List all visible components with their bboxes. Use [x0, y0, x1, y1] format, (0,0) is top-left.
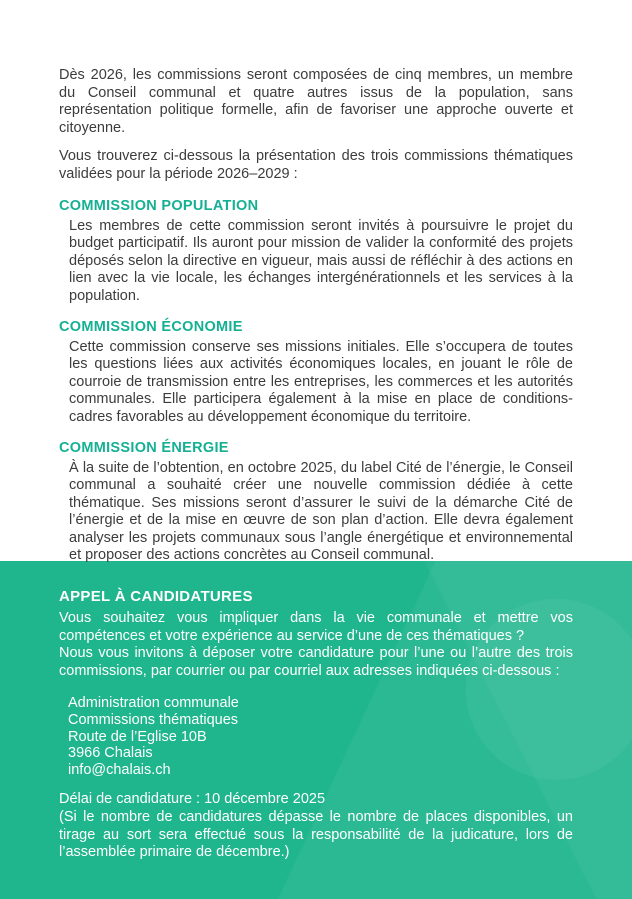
call-for-candidates-heading: APPEL À CANDIDATURES — [59, 588, 253, 605]
commission-section-energie — [59, 440, 573, 565]
address-block — [68, 695, 573, 778]
commission-section-population — [59, 198, 573, 305]
deadline-text: Délai de candidature : 10 décembre 2025 — [59, 791, 326, 808]
call-for-candidates-section — [0, 561, 632, 899]
commission-population-body: Les membres de cette commission seront invités à poursuivre le projet du budget participatif. Ils auront pour mission de valider la conformité des projets déposés selon la directive en vigueur, mais aussi de réfléchir à des actions en lien avec la vie locale, les échanges intergénérationnels et les services à la population. — [69, 217, 573, 304]
intro-paragraph-2: Vous trouverez ci-dessous la présentation des trois commissions thématiques validées pour la période 2026–2029 : — [59, 148, 573, 182]
address-line-street: Route de l’Eglise 10B — [68, 728, 207, 745]
lottery-note-text: (Si le nombre de candidatures dépasse le nombre de places disponibles, un tirage au sort sera effectué sous la responsabilité de la judicature, lors de l’assemblée primaire de décembre.) — [59, 808, 573, 861]
commission-energie-heading: COMMISSION ÉNERGIE — [59, 440, 229, 456]
address-line-department: Commissions thématiques — [68, 711, 239, 728]
intro-paragraph-1: Dès 2026, les commissions seront composées de cinq membres, un membre du Conseil communal et quatre autres issus de la population, sans représentation politique formelle, afin de favoriser une approche ouverte et citoyenne. — [59, 67, 573, 136]
commission-population-heading: COMMISSION POPULATION — [59, 198, 259, 214]
cta-paragraph-1: Vous souhaitez vous impliquer dans la vie communale et mettre vos compétences et votre expérience au service d’une de ces thématiques ? — [59, 610, 573, 644]
email-address: info@chalais.ch — [68, 761, 171, 778]
address-line-organization: Administration communale — [68, 695, 239, 712]
commission-energie-body: À la suite de l’obtention, en octobre 2025, du label Cité de l’énergie, le Conseil communal a souhaité créer une nouvelle commission dédiée à cette thématique. Ses missions seront d’assurer le suivi de la démarche Cité de l’énergie et de la mise en œuvre de son plan d’action. Elle devra également analyser les projets communaux sous l’angle énergétique et environnemental et proposer des actions concrètes au Conseil communal. — [69, 459, 573, 563]
commission-economie-heading: COMMISSION ÉCONOMIE — [59, 319, 243, 335]
cta-paragraph-2: Nous vous invitons à déposer votre candidature pour l’une ou l’autre des trois commissions, par courrier ou par courriel aux adresses indiquées ci-dessous : — [59, 645, 573, 679]
commission-section-economie — [59, 319, 573, 426]
address-line-city: 3966 Chalais — [68, 745, 153, 762]
commission-economie-body: Cette commission conserve ses missions initiales. Elle s’occupera de toutes les questions liées aux activités économiques locales, en jouant le rôle de courroie de transmission entre les entreprises, les commerces et les autorités communales. Elle participera également à la mise en place de conditions-cadres favorables au développement économique du territoire. — [69, 338, 573, 425]
